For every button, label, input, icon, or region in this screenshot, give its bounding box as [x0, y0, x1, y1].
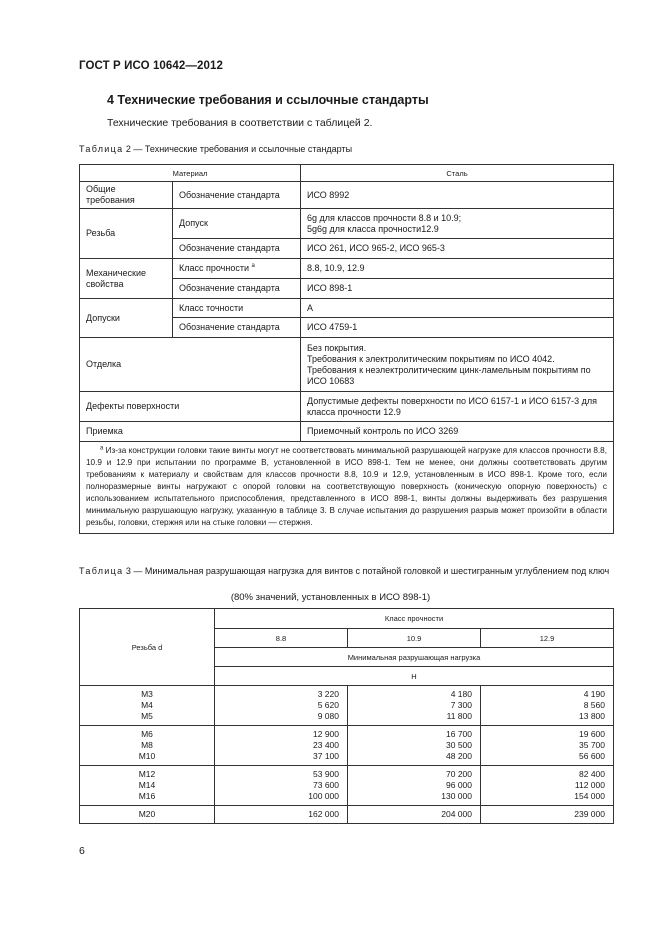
- table3-value: 53 900: [313, 769, 339, 779]
- table3-value: 162 000: [215, 806, 348, 824]
- requirements-table: [79, 164, 614, 534]
- table3-values-8-8: [215, 686, 348, 726]
- table3-thread: M12: [138, 769, 156, 779]
- table3-values-10-9: [348, 726, 481, 766]
- table3-thread: M3: [141, 689, 153, 699]
- table3-value: 37 100: [313, 751, 339, 761]
- table3-value: 100 000: [308, 791, 339, 801]
- table3-thread: M14: [138, 780, 156, 790]
- table2-head-material: Материал: [80, 165, 301, 182]
- table3-class-10-9: 10.9: [348, 629, 481, 648]
- table3-thread-group: [80, 766, 215, 806]
- footnote-marker: а: [251, 263, 255, 269]
- table3-values-12-9: [481, 726, 614, 766]
- table3-values-8-8: [215, 766, 348, 806]
- table3-value: 23 400: [313, 740, 339, 750]
- table3-value: 7 300: [450, 700, 472, 710]
- footnote-text: Из-за конструкции головки такие винты могут не соответствовать минимальной разрушающей нагрузке для классов прочности 8.8, 10.9 и 12.9 при испытании по программе В, установленной в ИСО 898-1. Тем не менее, они должны соответствовать другим требованиям к материалу и свойствам для классов прочности 8.8, 10.9 и 12.9, установленным в ИСО 898-1. Кроме того, если полноразмерные винты нагружают с опорой головки на соответствующую поверхность (коническую опорную поверхность) с использованием испытательного приспособления, представленного в ИСО 898-1, винты должны выдерживать без разрушения минимальную разрушающую нагрузку, указанную в таблице 3. В случае испытания до разрушения разрыв может произойти в области резьбы, головки, стержня или на стыке головки — стержня.: [86, 446, 608, 527]
- footnote-marker: а: [100, 445, 104, 452]
- table3-value: 70 200: [446, 769, 472, 779]
- table3-value: 56 600: [579, 751, 605, 761]
- page-number: 6: [79, 845, 85, 857]
- table3-value: 8 560: [583, 700, 605, 710]
- table2-cell: А: [301, 299, 614, 318]
- table2-line: 6g для классов прочности 8.8 и 10.9;: [307, 212, 462, 223]
- table2-caption-text: 2 — Технические требования и ссылочные стандарты: [125, 144, 353, 154]
- table3-class-8-8: 8.8: [215, 629, 348, 648]
- table2-label-defects: Дефекты поверхности: [80, 392, 301, 422]
- table2-caption-label: Таблица: [79, 144, 124, 154]
- table2-cell: Обозначение стандарта: [173, 279, 301, 299]
- table3-caption-label: Таблица: [79, 566, 124, 576]
- table2-group-thread: Резьба: [80, 209, 173, 259]
- table3-thread: M10: [138, 751, 156, 761]
- table3-value: 48 200: [446, 751, 472, 761]
- table3-values-12-9: [481, 766, 614, 806]
- table3-head-class: Класс прочности: [215, 609, 614, 629]
- table3-thread: M20: [80, 806, 215, 824]
- table3-head-thread: Резьба d: [80, 609, 215, 686]
- table3-values-12-9: [481, 686, 614, 726]
- table3-values-8-8: [215, 726, 348, 766]
- table3-value: 3 220: [317, 689, 339, 699]
- table3-thread: M4: [141, 700, 153, 710]
- table3-value: 73 600: [313, 780, 339, 790]
- table3-caption-text: 3 — Минимальная разрушающая нагрузка для винтов с потайной головкой и шестигранным углублением под ключ: [125, 566, 610, 576]
- table3-value: 204 000: [348, 806, 481, 824]
- table2-cell: ИСО 4759-1: [301, 318, 614, 338]
- table3-caption: [79, 565, 613, 577]
- document-header: ГОСТ Р ИСО 10642—2012: [79, 60, 224, 72]
- table3-value: 30 500: [446, 740, 472, 750]
- table2-line: 5g6g для класса прочности12.9: [307, 223, 439, 234]
- table3-value: 19 600: [579, 729, 605, 739]
- table3-value: 5 620: [317, 700, 339, 710]
- table3-values-10-9: [348, 766, 481, 806]
- table2-label-acceptance: Приемка: [80, 422, 301, 442]
- table3-value: 112 000: [574, 780, 605, 790]
- breaking-load-table: [79, 608, 614, 824]
- table3-value: 11 800: [446, 711, 472, 721]
- table2-group-tolerances: Допуски: [80, 299, 173, 338]
- table3-value: 82 400: [579, 769, 605, 779]
- table2-cell: [173, 259, 301, 279]
- table3-value: 4 180: [450, 689, 472, 699]
- intro-paragraph: Технические требования в соответствии с таблицей 2.: [107, 117, 373, 129]
- table3-thread: M8: [141, 740, 153, 750]
- table3-thread-group: [80, 686, 215, 726]
- table3-values-10-9: [348, 686, 481, 726]
- table2-group-mechanical: Механические свойства: [80, 259, 173, 299]
- table3-value: 239 000: [481, 806, 614, 824]
- table3-head-unit: Н: [215, 667, 614, 686]
- table2-cell: Класс точности: [173, 299, 301, 318]
- table2-cell: ИСО 8992: [301, 182, 614, 209]
- table2-caption: [79, 144, 352, 154]
- table3-value: 13 800: [579, 711, 605, 721]
- section-title: 4 Технические требования и ссылочные стандарты: [107, 93, 429, 107]
- table2-line: Требования к неэлектролитическим цинк-ламельным покрытиям по ИСО 10683: [307, 364, 591, 386]
- table2-cell: [301, 338, 614, 392]
- table2-head-steel: Сталь: [301, 165, 614, 182]
- table2-footnote: [80, 442, 614, 534]
- table3-thread-group: [80, 726, 215, 766]
- table2-cell-text: Класс прочности: [179, 263, 250, 273]
- table2-cell: ИСО 261, ИСО 965-2, ИСО 965-3: [301, 239, 614, 259]
- table2-cell: [301, 209, 614, 239]
- table3-value: 35 700: [579, 740, 605, 750]
- table2-group-general: Общие требования: [80, 182, 173, 209]
- table3-subtitle: (80% значений, установленных в ИСО 898-1): [230, 592, 431, 603]
- table3-value: 4 190: [583, 689, 605, 699]
- table2-label-finish: Отделка: [80, 338, 301, 392]
- table3-value: 16 700: [446, 729, 472, 739]
- table3-thread: M5: [141, 711, 153, 721]
- table2-line: Без покрытия.: [307, 342, 367, 353]
- table3-class-12-9: 12.9: [481, 629, 614, 648]
- table3-value: 9 080: [317, 711, 339, 721]
- table3-head-minload: Минимальная разрушающая нагрузка: [215, 648, 614, 667]
- table2-cell: ИСО 898-1: [301, 279, 614, 299]
- table2-cell: Обозначение стандарта: [173, 239, 301, 259]
- table3-thread: M6: [141, 729, 153, 739]
- table2-cell: Допуск: [173, 209, 301, 239]
- table3-value: 130 000: [441, 791, 472, 801]
- table2-cell: Допустимые дефекты поверхности по ИСО 6157-1 и ИСО 6157-3 для класса прочности 12.9: [301, 392, 614, 422]
- table3-value: 12 900: [313, 729, 339, 739]
- table2-cell: Обозначение стандарта: [173, 318, 301, 338]
- table2-cell: Обозначение стандарта: [173, 182, 301, 209]
- table3-value: 154 000: [574, 791, 605, 801]
- table2-line: Требования к электролитическим покрытиям по ИСО 4042.: [307, 353, 555, 364]
- table3-value: 96 000: [446, 780, 472, 790]
- table3-thread: M16: [138, 791, 156, 801]
- table2-cell: Приемочный контроль по ИСО 3269: [301, 422, 614, 442]
- table2-cell: 8.8, 10.9, 12.9: [301, 259, 614, 279]
